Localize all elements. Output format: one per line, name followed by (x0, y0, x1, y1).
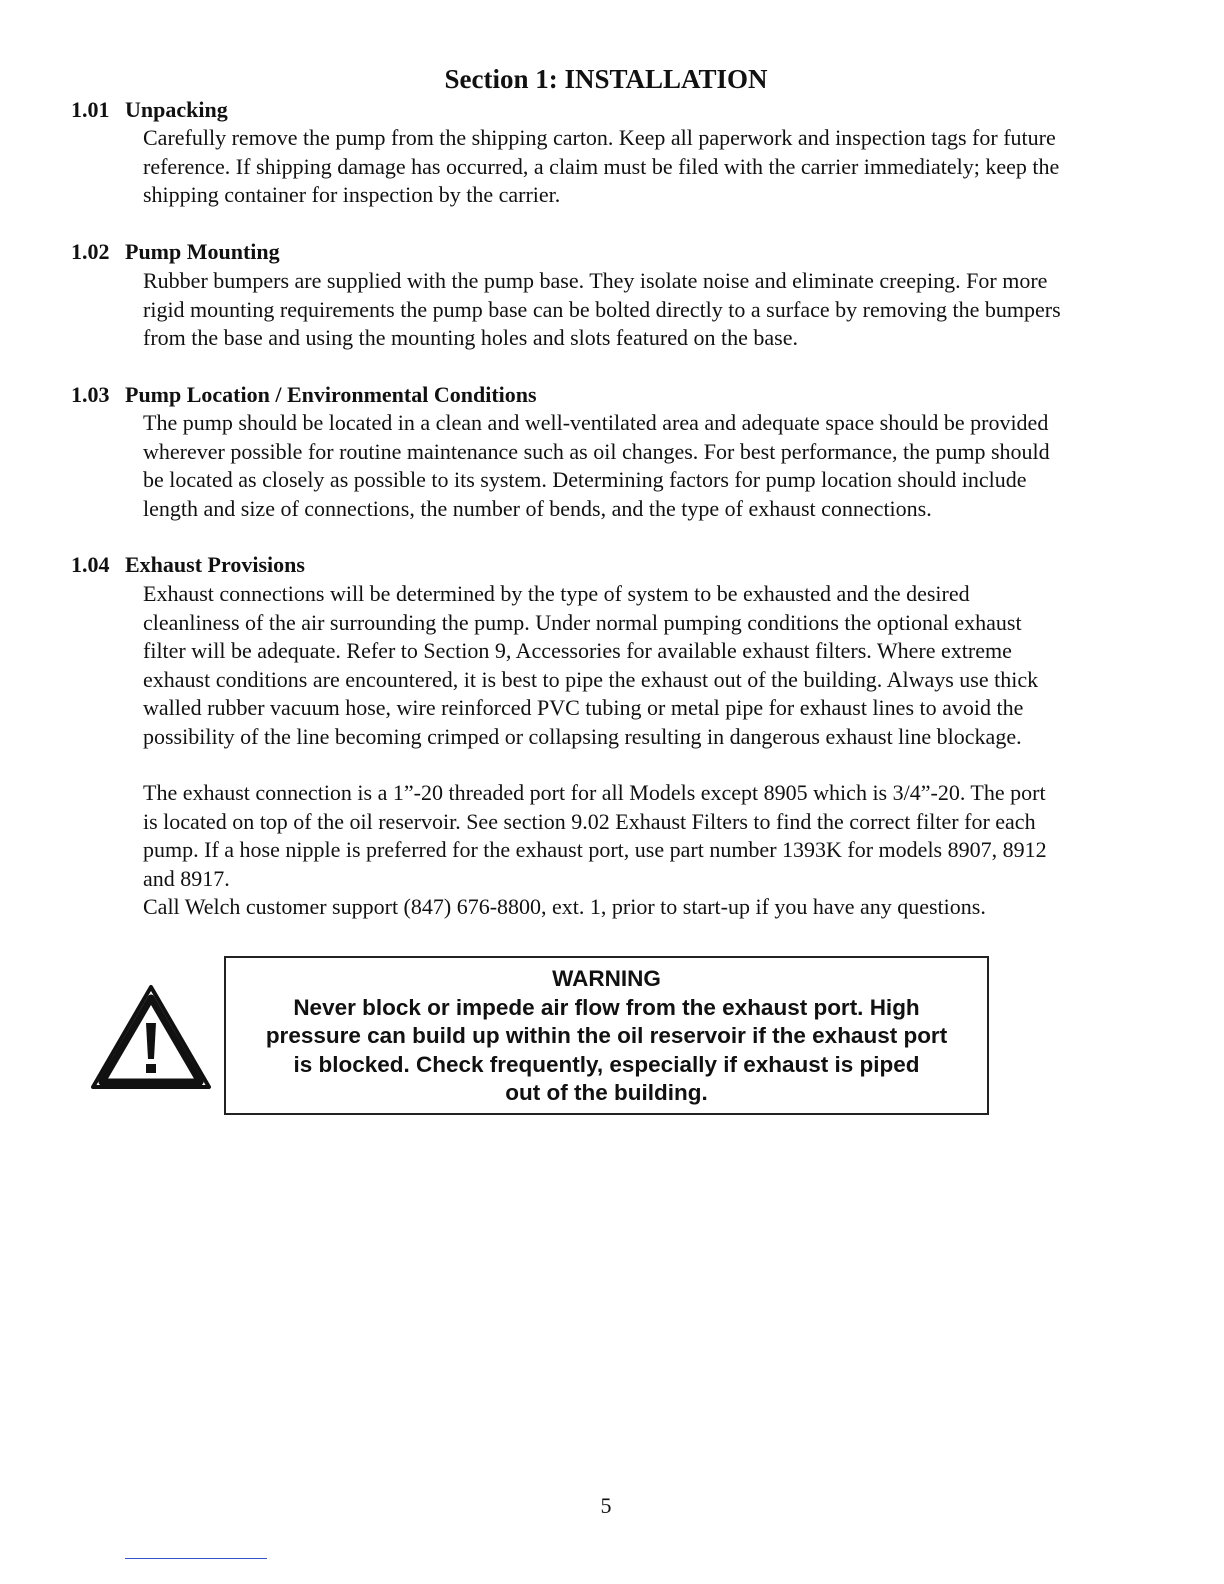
footer-rule (125, 1558, 267, 1559)
text-line: cleanliness of the air surrounding the pump. Under normal pumping conditions the optional exhaust (143, 609, 1022, 635)
section-number: 1.03 (71, 382, 110, 407)
section-heading-exhaust-provisions (71, 551, 305, 579)
text-line: length and size of connections, the number of bends, and the type of exhaust connections. (143, 495, 932, 521)
warning-triangle-icon (88, 983, 214, 1093)
section-number: 1.02 (71, 239, 110, 264)
text-line: Call Welch customer support (847) 676-8800, ext. 1, prior to start-up if you have any questions. (143, 894, 986, 920)
section-heading-pump-location (71, 381, 537, 409)
paragraph-pump-location (143, 409, 1148, 523)
warning-text-line: is blocked. Check frequently, especially if exhaust is piped (293, 1051, 920, 1077)
text-line: shipping container for inspection by the carrier. (143, 182, 561, 208)
section-number: 1.04 (71, 552, 110, 577)
text-line: and 8917. (143, 865, 230, 891)
text-line: Carefully remove the pump from the shipping carton. Keep all paperwork and inspection tags for future (143, 125, 1056, 150)
text-line: be located as closely as possible to its system. Determining factors for pump location should include (143, 467, 1027, 493)
section-title: Unpacking (125, 97, 228, 122)
section-title: Pump Mounting (125, 239, 280, 264)
text-line: exhaust conditions are encountered, it is best to pipe the exhaust out of the building. Always use thick (143, 666, 1039, 692)
text-line: rigid mounting requirements the pump base can be bolted directly to a surface by removing the bumpers (143, 296, 1061, 322)
text-line: reference. If shipping damage has occurred, a claim must be filed with the carrier immediately; keep the (143, 153, 1060, 179)
page-number: 5 (600, 1493, 612, 1518)
section-title: Pump Location / Environmental Conditions (125, 382, 537, 407)
warning-text-line: pressure can build up within the oil reservoir if the exhaust port (265, 1023, 948, 1049)
text-line: The pump should be located in a clean and well-ventilated area and adequate space should be provided (143, 410, 1049, 435)
text-line: pump. If a hose nipple is preferred for the exhaust port, use part number 1393K for models 8907, 8912 (143, 837, 1047, 863)
page-title: Section 1: INSTALLATION (444, 64, 768, 94)
text-line: wherever possible for routine maintenance such as oil changes. For best performance, the pump should (143, 438, 1050, 464)
text-line: is located on top of the oil reservoir. See section 9.02 Exhaust Filters to find the correct filter for each (143, 808, 1036, 834)
warning-box (224, 956, 989, 1115)
text-line: Exhaust connections will be determined by the type of system to be exhausted and the desired (143, 581, 970, 606)
warning-title: WARNING (552, 966, 661, 991)
text-line: Rubber bumpers are supplied with the pump base. They isolate noise and eliminate creeping. For more (143, 268, 1048, 293)
text-line: walled rubber vacuum hose, wire reinforced PVC tubing or metal pipe for exhaust lines to avoid the (143, 695, 1024, 721)
section-heading-unpacking (71, 96, 228, 124)
warning-text-line: Never block or impede air flow from the exhaust port. High (293, 994, 920, 1020)
text-line: possibility of the line becoming crimped or collapsing resulting in dangerous exhaust line blockage. (143, 723, 1022, 749)
section-heading-pump-mounting (71, 238, 280, 266)
text-line: The exhaust connection is a 1”-20 threaded port for all Models except 8905 which is 3/4”-20. The port (143, 780, 1046, 805)
section-number: 1.01 (71, 97, 110, 122)
section-title: Exhaust Provisions (125, 552, 305, 577)
text-line: filter will be adequate. Refer to Section 9, Accessories for available exhaust filters. Where extreme (143, 638, 1012, 664)
paragraph-pump-mounting (143, 267, 1148, 353)
paragraph-unpacking (143, 124, 1148, 210)
paragraph-exhaust-connection (143, 779, 1148, 922)
text-line: from the base and using the mounting holes and slots featured on the base. (143, 325, 798, 351)
warning-text-line: out of the building. (505, 1080, 708, 1106)
paragraph-exhaust-provisions (143, 580, 1148, 752)
